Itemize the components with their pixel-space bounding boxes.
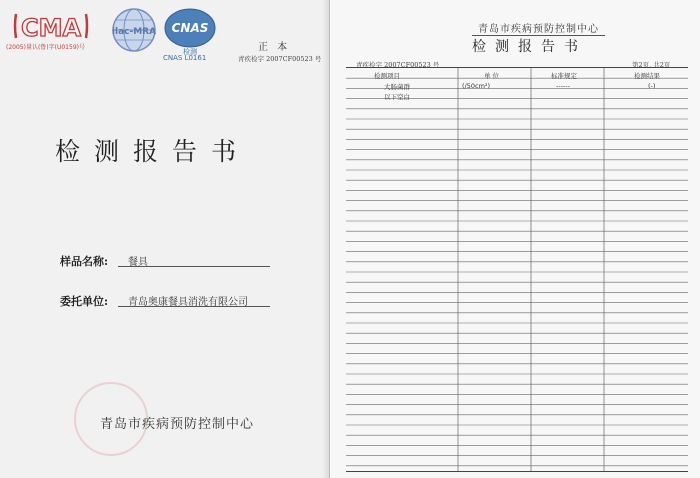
- cover-title: 检测报告书: [55, 137, 251, 166]
- table-grid: [346, 68, 688, 471]
- issuing-organization: 青岛市疾病预防控制中心: [100, 417, 255, 432]
- client-value: 青岛奥康餐具消洗有限公司: [128, 297, 248, 308]
- cma-code: (2005)量认(鲁)字(U0159)号: [6, 44, 85, 51]
- results-document-number: 青疾检字 2007CF00523 号: [356, 61, 440, 69]
- page-number: 第2页, 共2页: [632, 61, 671, 69]
- cnas-text: CNAS: [171, 21, 209, 35]
- header-result: 检测结果: [634, 72, 660, 80]
- cma-text: CMA: [20, 14, 82, 42]
- cma-mark-icon: [12, 6, 90, 46]
- cell-standard-1: ------: [556, 82, 571, 90]
- header-unit: 单 位: [484, 72, 500, 80]
- ilac-globe-icon: [108, 6, 160, 56]
- cnas-logo: [163, 6, 217, 58]
- results-organization: 青岛市疾病预防控制中心: [472, 20, 605, 36]
- cell-test-item-1: 大肠菌群: [384, 83, 410, 91]
- cell-result-1: (-): [648, 82, 656, 90]
- sample-name-value: 餐具: [128, 257, 148, 268]
- results-table: [346, 67, 688, 472]
- cnas-emblem-icon: [163, 6, 217, 58]
- original-stamp: 正 本: [258, 42, 291, 53]
- cover-page: [0, 0, 330, 478]
- cnas-sub-text: 检测: [183, 48, 197, 56]
- header-standard: 标准规定: [551, 72, 577, 80]
- results-title: 检测报告书: [472, 39, 587, 55]
- document-number: 青疾检字 2007CF00523 号: [238, 55, 322, 63]
- cell-blank-marker: 以下空白: [384, 93, 410, 101]
- cell-unit-1: (/50cm²): [462, 82, 491, 90]
- cnas-code: CNAS L0161: [163, 54, 207, 62]
- header-test-item: 检测项目: [374, 72, 400, 80]
- client-label: 委托单位:: [60, 295, 109, 308]
- ilac-text: ilac-MRA: [111, 27, 157, 37]
- sample-name-label: 样品名称:: [60, 255, 109, 268]
- ilac-mra-logo: [108, 6, 160, 56]
